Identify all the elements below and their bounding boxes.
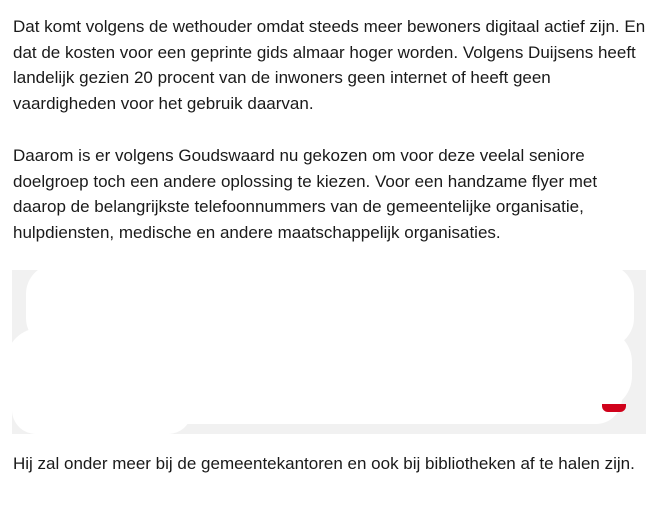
media-blank-area bbox=[162, 366, 622, 424]
red-accent-mark bbox=[602, 404, 626, 412]
article-paragraph: Hij zal onder meer bij de gemeentekantoren en ook bij bibliotheken af te halen zijn. bbox=[13, 454, 635, 473]
article-paragraph: Daarom is er volgens Goudswaard nu gekozen om voor deze veelal seniore doelgroep toch een andere oplossing te kiezen. Voor een handzame flyer met daarop de belangrijkste telefoonnummers van de gemeentelijke organisatie, hulpdiensten, medische en andere maatschappelijk organisaties. bbox=[13, 146, 598, 242]
article-paragraph: Dat komt volgens de wethouder omdat steeds meer bewoners digitaal actief zijn. En dat de kosten voor een geprinte gids almaar hoger worden. Volgens Duijsens heeft landelijk gezien 20 procent van de inwoners geen internet of heeft geen vaardigheden voor het gebruik daarvan. bbox=[13, 17, 646, 113]
embedded-media-placeholder bbox=[12, 270, 646, 434]
